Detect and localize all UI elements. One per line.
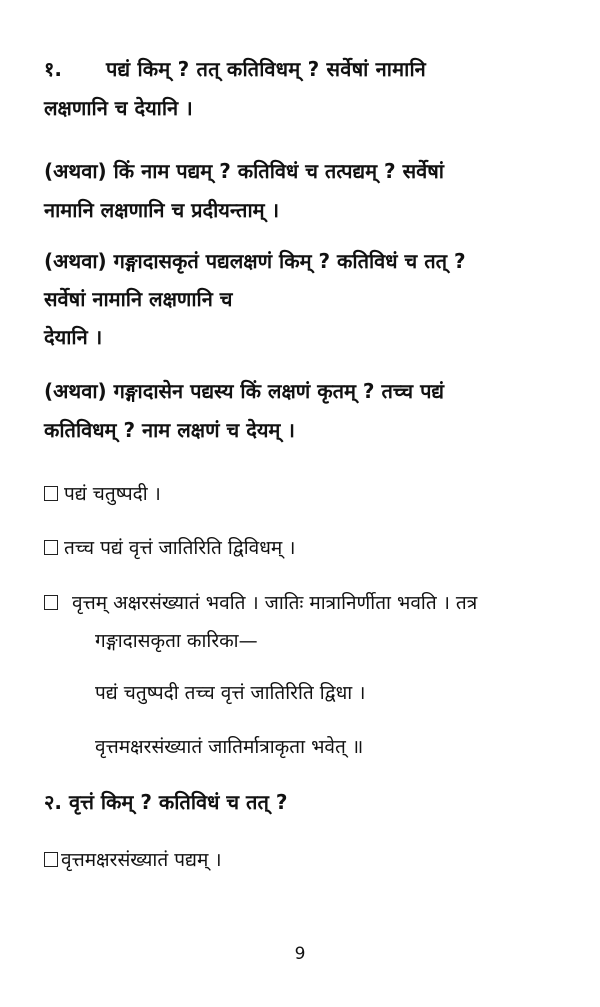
answer-text: वृत्तम् अक्षरसंख्यातं भवति । जातिः मात्रानिर्णीता भवति । तत्र: [72, 592, 478, 614]
alternate-question-3-line-1: (अथवा) गङ्गादासेन पद्यस्य किं लक्षणं कृतम् ? तच्च पद्यं: [44, 379, 445, 403]
checkbox-bullet-icon: [44, 540, 58, 555]
karika-verse-line-1: पद्यं चतुष्पदी तच्च वृत्तं जातिरिति द्विधा ।: [95, 682, 366, 704]
answer-text: वृत्तमक्षरसंख्यातं पद्यम् ।: [61, 849, 222, 871]
answer-1-point-3-line-2: गङ्गादासकृता कारिका—: [95, 630, 258, 652]
alternate-question-3-line-2: कतिविधम् ? नाम लक्षणं च देयम् ।: [44, 418, 295, 442]
answer-text: पद्यं चतुष्पदी ।: [64, 483, 161, 505]
answer-1-point-2: [44, 534, 296, 560]
question-2: २. वृत्तं किम् ? कतिविधं च तत् ?: [44, 790, 288, 814]
answer-text: तच्च पद्यं वृत्तं जातिरिति द्विविधम् ।: [64, 537, 296, 559]
alternate-question-2-line-3: देयानि ।: [44, 325, 103, 349]
question-text: पद्यं किम् ? तत् कतिविधम् ? सर्वेषां नामानि: [106, 57, 426, 81]
answer-2-point-1: [44, 846, 222, 872]
question-1-line-2: लक्षणानि च देयानि ।: [44, 96, 193, 120]
alternate-question-1-line-1: (अथवा) किं नाम पद्यम् ? कतिविधं च तत्पद्यम् ? सर्वेषां: [44, 159, 444, 183]
page-number: 9: [294, 944, 306, 964]
answer-1-point-1: [44, 480, 161, 506]
alternate-question-2-line-2: सर्वेषां नामानि लक्षणानि च: [44, 287, 233, 311]
alternate-question-2-line-1: (अथवा) गङ्गादासकृतं पद्यलक्षणं किम् ? कतिविधं च तत् ?: [44, 249, 466, 273]
question-number: १.: [44, 57, 62, 81]
checkbox-bullet-icon: [44, 486, 58, 501]
checkbox-bullet-icon: [44, 595, 58, 610]
karika-verse-line-2: वृत्तमक्षरसंख्यातं जातिर्मात्राकृता भवेत् ॥: [95, 736, 364, 758]
question-1-line-1: [44, 55, 574, 82]
alternate-question-1-line-2: नामानि लक्षणानि च प्रदीयन्ताम् ।: [44, 198, 280, 222]
answer-1-point-3-line-1: [44, 589, 477, 615]
checkbox-bullet-icon: [44, 852, 58, 867]
